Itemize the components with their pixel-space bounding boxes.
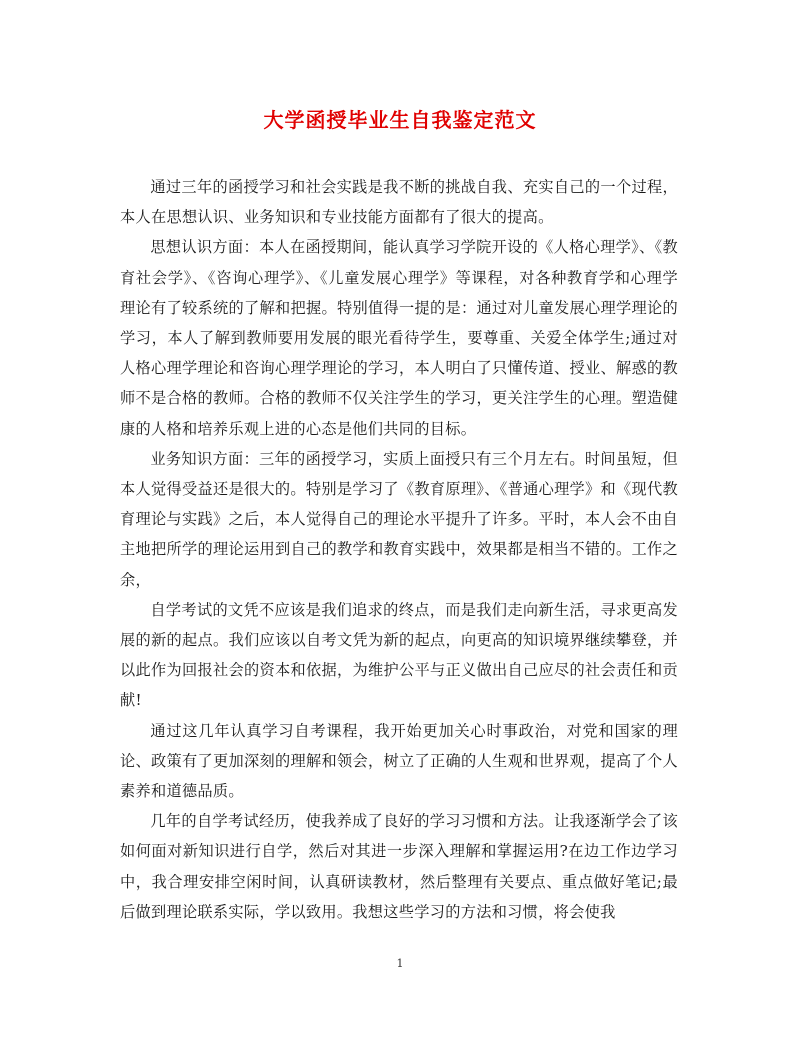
- document-body: [120, 172, 678, 927]
- paragraph-self-study-diploma: 自学考试的文凭不应该是我们追求的终点，而是我们走向新生活，寻求更高发展的新的起点。我们应该以自考文凭为新的起点，向更高的知识境界继续攀登，并以此作为回报社会的资本和依据，为维护公平与正义做出自己应尽的社会责任和贡献!: [120, 600, 678, 710]
- paragraph-professional-knowledge: 业务知识方面：三年的函授学习，实质上面授只有三个月左右。时间虽短，但本人觉得受益还是很大的。特别是学习了《教育原理》、《普通心理学》和《现代教育理论与实践》之后，本人觉得自己的理论水平提升了许多。平时，本人会不由自主地把所学的理论运用到自己的教学和教育实践中，效果都是相当不错的。工作之余，: [120, 449, 678, 589]
- paragraph-intro: 通过三年的函授学习和社会实践是我不断的挑战自我、充实自己的一个过程，本人在思想认识、业务知识和专业技能方面都有了很大的提高。: [120, 178, 678, 227]
- paragraph-politics: 通过这几年认真学习自考课程，我开始更加关心时事政治，对党和国家的理论、政策有了更加深刻的理解和领会，树立了正确的人生观和世界观，提高了个人素养和道德品质。: [120, 721, 678, 801]
- page-number: 1: [396, 957, 404, 970]
- document-title: 大学函授毕业生自我鉴定范文: [263, 108, 537, 132]
- paragraph-study-habits: 几年的自学考试经历，使我养成了良好的学习习惯和方法。让我逐渐学会了该如何面对新知识进行自学，然后对其进一步深入理解和掌握运用?在边工作边学习中，我合理安排空闲时间，认真研读教材，然后整理有关要点、重点做好笔记;最后做到理论联系实际，学以致用。我想这些学习的方法和习惯，将会使我: [120, 812, 678, 921]
- paragraph-ideology: 思想认识方面：本人在函授期间，能认真学习学院开设的《人格心理学》、《教育社会学》、《咨询心理学》、《儿童发展心理学》等课程，对各种教育学和心理学理论有了较系统的了解和把握。特别值得一提的是：通过对儿童发展心理学理论的学习，本人了解到教师要用发展的眼光看待学生，要尊重、关爱全体学生;通过对人格心理学理论和咨询心理学理论的学习，本人明白了只懂传道、授业、解惑的教师不是合格的教师。合格的教师不仅关注学生的学习，更关注学生的心理。塑造健康的人格和培养乐观上进的心态是他们共同的目标。: [120, 238, 678, 438]
